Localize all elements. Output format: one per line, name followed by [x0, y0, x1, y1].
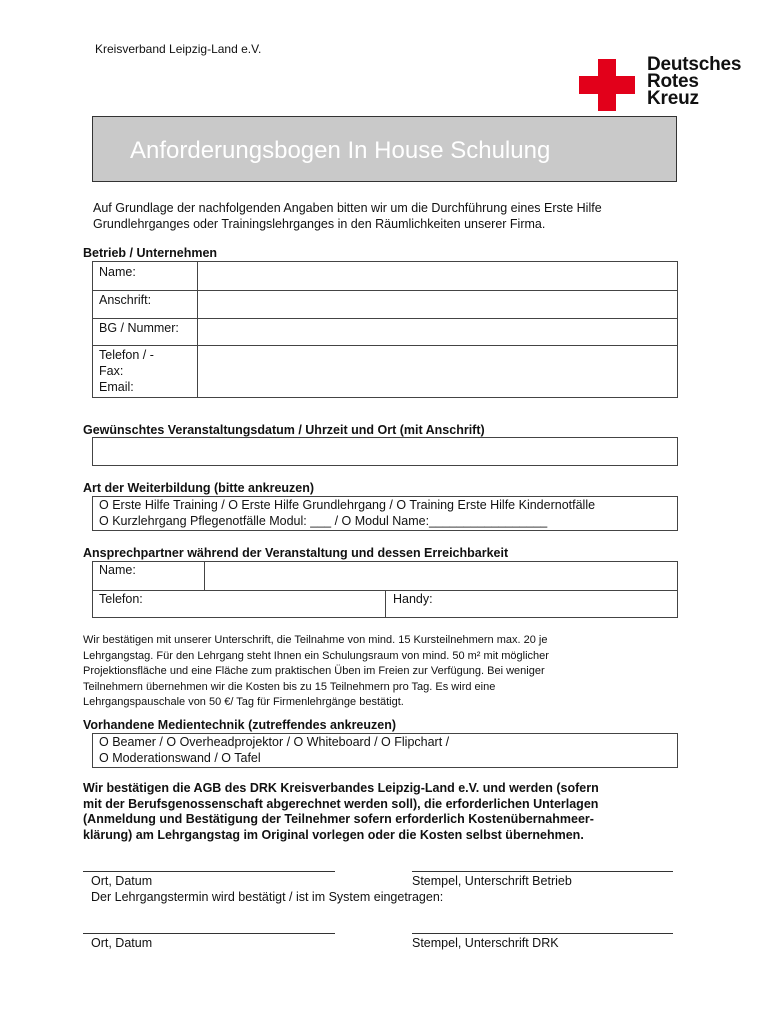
title-banner: [92, 116, 677, 182]
company-phone-label: Telefon / -: [99, 348, 154, 362]
confirmation-line: Teilnehmern übernehmen wir die Kosten bis zu 15 Teilnehmern pro Tag. Es wird eine: [83, 680, 496, 693]
contact-phone-label: Telefon:: [99, 592, 143, 606]
company-column-divider: [197, 262, 198, 397]
confirmation-line: Wir bestätigen mit unserer Unterschrift, die Teilnahme von mind. 15 Kursteilnehmern max. 20 je: [83, 634, 548, 646]
training-options-2[interactable]: O Kurzlehrgang Pflegenotfälle Modul: ___ / O Modul Name:_________________: [99, 514, 548, 528]
training-heading: Art der Weiterbildung (bitte ankreuzen): [83, 481, 315, 495]
contact-name-field[interactable]: [206, 563, 675, 589]
place-date-label-2: Ort, Datum: [91, 936, 153, 950]
registration-note: Der Lehrgangstermin wird bestätigt / ist im System eingetragen:: [91, 890, 444, 904]
confirmation-line: Projektionsfläche und eine Fläche zum praktischen Üben im Freien zur Verfügung. Bei weniger: [83, 665, 545, 677]
training-box: [92, 496, 678, 531]
contact-table: [92, 561, 678, 618]
agb-text: [83, 781, 599, 843]
media-options-1[interactable]: O Beamer / O Overheadprojektor / O Whiteboard / O Flipchart /: [99, 735, 450, 749]
agb-line: klärung) am Lehrgangstag im Original vorlegen oder die Kosten selbst übernehmen.: [83, 827, 584, 842]
media-options-2[interactable]: O Moderationswand / O Tafel: [99, 751, 261, 765]
company-contact-field[interactable]: [199, 346, 675, 396]
training-options-1[interactable]: O Erste Hilfe Training / O Erste Hilfe Grundlehrgang / O Training Erste Hilfe Kindernotfälle: [99, 498, 596, 512]
drk-logo-text: [647, 56, 741, 107]
intro-text: Auf Grundlage der nachfolgenden Angaben bitten wir um die Durchführung eines Erste Hilfe Grundlehrganges oder Trainingslehrganges in den Räumlichkeiten unserer Firma.: [93, 201, 602, 231]
logo-line-1: Deutsches: [647, 54, 742, 75]
logo-line-3: Kreuz: [647, 88, 699, 109]
page-title: Anforderungsbogen In House Schulung: [130, 137, 551, 164]
company-bg-label: BG / Nummer:: [99, 321, 179, 335]
company-address-field[interactable]: [199, 291, 675, 317]
signature-line-drk[interactable]: [412, 933, 673, 934]
agb-line: Wir bestätigen die AGB des DRK Kreisverbandes Leipzig-Land e.V. und werden (sofern: [83, 781, 599, 795]
contact-column-divider: [385, 590, 386, 617]
contact-mobile-label: Handy:: [393, 592, 433, 606]
company-name-label: Name:: [99, 265, 136, 279]
signature-line-company[interactable]: [412, 871, 673, 872]
media-box: [92, 733, 678, 768]
contact-heading: Ansprechpartner während der Veranstaltung und dessen Erreichbarkeit: [83, 546, 509, 560]
logo-line-2: Rotes: [647, 71, 699, 92]
company-heading: Betrieb / Unternehmen: [83, 246, 218, 260]
date-field[interactable]: [92, 437, 678, 466]
company-address-label: Anschrift:: [99, 293, 152, 307]
contact-name-label: Name:: [99, 563, 136, 577]
agb-line: mit der Berufsgenossenschaft abgerechnet werden soll), die erforderlichen Unterlagen: [83, 796, 599, 811]
date-heading: Gewünschtes Veranstaltungsdatum / Uhrzeit und Ort (mit Anschrift): [83, 423, 485, 437]
company-bg-field[interactable]: [199, 319, 675, 344]
company-table: [92, 261, 678, 398]
contact-mobile-field[interactable]: [443, 591, 675, 617]
contact-column-divider: [204, 562, 205, 590]
company-fax-label: Fax:: [99, 364, 124, 378]
signature-line-place-date-2[interactable]: [83, 933, 335, 934]
signature-line-place-date[interactable]: [83, 871, 335, 872]
agb-line: (Anmeldung und Bestätigung der Teilnehmer sofern erforderlich Kostenübernahmeer-: [83, 812, 594, 826]
place-date-label: Ort, Datum: [91, 874, 153, 888]
media-heading: Vorhandene Medientechnik (zutreffendes ankreuzen): [83, 718, 397, 732]
drk-stamp-label: Stempel, Unterschrift DRK: [412, 936, 559, 950]
company-email-label: Email:: [99, 380, 134, 394]
red-cross-logo-icon: [579, 59, 635, 111]
confirmation-line: Lehrgangspauschale von 50 €/ Tag für Firmenlehrgänge bestätigt.: [83, 696, 404, 708]
company-name-field[interactable]: [199, 263, 675, 289]
confirmation-text: [83, 633, 549, 711]
company-stamp-label: Stempel, Unterschrift Betrieb: [412, 874, 572, 888]
org-name: Kreisverband Leipzig-Land e.V.: [95, 42, 262, 56]
contact-phone-field[interactable]: [163, 591, 383, 617]
confirmation-line: Lehrgangstag. Für den Lehrgang steht Ihnen ein Schulungsraum von mind. 50 m² mit möglicher: [83, 649, 549, 662]
